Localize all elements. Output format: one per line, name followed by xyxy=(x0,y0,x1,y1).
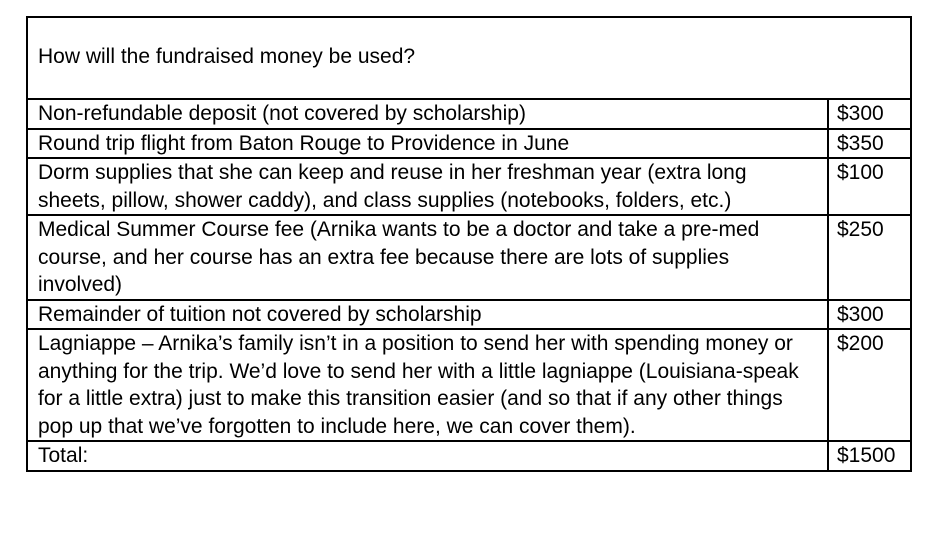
total-label: Total: xyxy=(28,442,829,470)
table-row xyxy=(28,100,910,130)
table-row xyxy=(28,130,910,160)
row-amount: $350 xyxy=(837,131,884,155)
row-amount: $250 xyxy=(837,218,884,241)
fundraising-budget-table xyxy=(26,16,912,472)
row-description: Round trip flight from Baton Rouge to Providence in June xyxy=(28,130,829,158)
row-amount: $100 xyxy=(837,161,884,184)
row-description: Lagniappe – Arnika’s family isn’t in a position to send her with spending money or anything for the trip. We’d love to send her with a little lagniappe (Louisiana-speak for a little extra) just to make this transition easier (and so that if any other things pop up that we’ve forgotten to include here, we can cover them). xyxy=(28,330,829,440)
table-header: How will the fundraised money be used? xyxy=(28,18,910,100)
row-amount: $300 xyxy=(837,102,884,125)
row-amount: $300 xyxy=(837,302,884,326)
row-description: Remainder of tuition not covered by scholarship xyxy=(28,301,829,329)
total-row xyxy=(28,442,910,470)
row-amount: $200 xyxy=(837,332,884,355)
table-row xyxy=(28,301,910,331)
table-row xyxy=(28,216,910,301)
total-amount: $1500 xyxy=(837,444,896,467)
row-description: Dorm supplies that she can keep and reuse in her freshman year (extra long sheets, pillow, shower caddy), and class supplies (notebooks, folders, etc.) xyxy=(28,159,829,214)
table-row xyxy=(28,159,910,216)
row-description: Non-refundable deposit (not covered by scholarship) xyxy=(28,100,829,128)
table-row xyxy=(28,330,910,442)
row-description: Medical Summer Course fee (Arnika wants to be a doctor and take a pre-med course, and her course has an extra fee because there are lots of supplies involved) xyxy=(28,216,829,299)
